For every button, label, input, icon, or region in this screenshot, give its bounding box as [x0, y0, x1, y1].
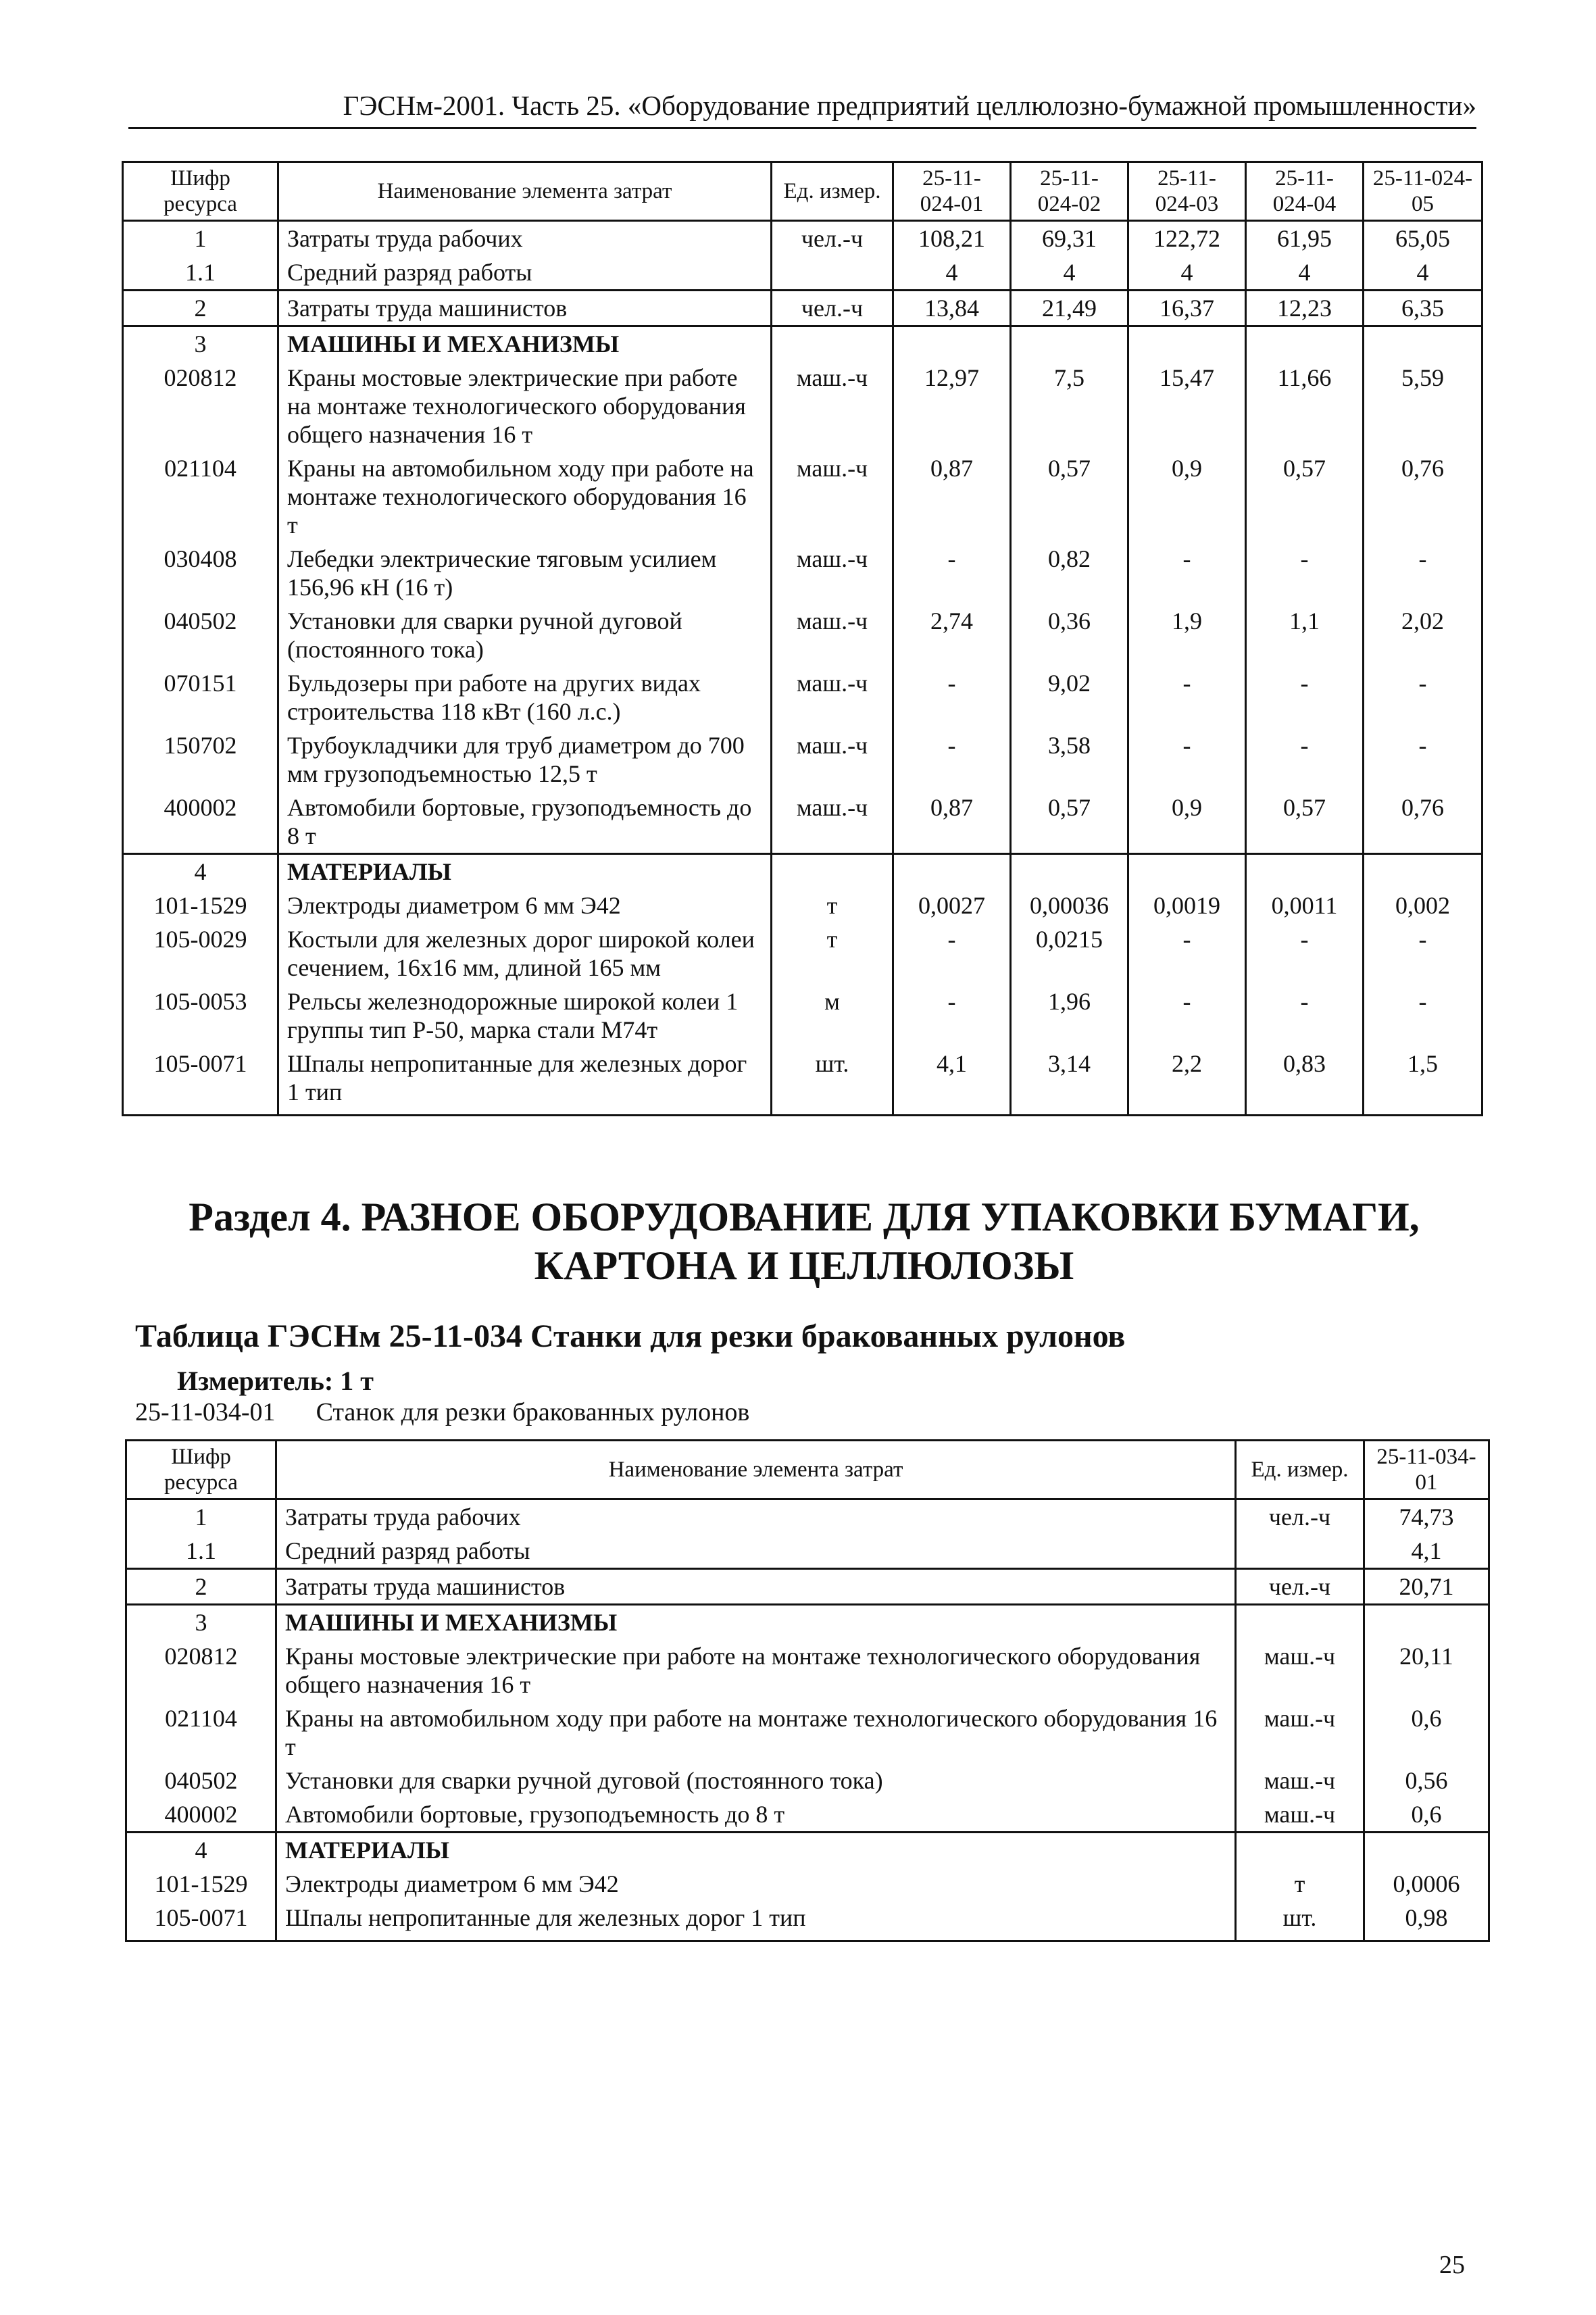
row-value: 61,95: [1246, 221, 1364, 256]
row-code: 021104: [126, 1701, 276, 1764]
row-value: -: [1128, 542, 1246, 604]
row-value: 0,0006: [1364, 1867, 1489, 1901]
row-name: Лебедки электрические тяговым усилием 156,96 кН (16 т): [278, 542, 772, 604]
page-number: 25: [1439, 2251, 1465, 2279]
row-code: 1.1: [126, 1534, 276, 1569]
row-value: -: [1128, 728, 1246, 791]
section-title: Раздел 4. РАЗНОЕ ОБОРУДОВАНИЕ ДЛЯ УПАКОВКИ БУМАГИ, КАРТОНА И ЦЕЛЛЮЛОЗЫ: [189, 1195, 1420, 1288]
row-value: 21,49: [1011, 291, 1128, 326]
row-value: 2,74: [893, 604, 1011, 666]
row-name: Автомобили бортовые, грузоподъемность до 8 т: [276, 1797, 1236, 1833]
table-row: [126, 1605, 1489, 1640]
header-col: 25-11-024-05: [1364, 162, 1482, 221]
row-value: 4,1: [893, 1047, 1011, 1116]
header-code: Шифр ресурса: [123, 162, 278, 221]
table-row: [123, 922, 1482, 985]
row-name: МАШИНЫ И МЕХАНИЗМЫ: [278, 326, 772, 362]
row-value: -: [1128, 666, 1246, 728]
row-unit: чел.-ч: [772, 291, 893, 326]
row-code: 2: [123, 291, 278, 326]
row-value: -: [893, 922, 1011, 985]
table-row: [123, 985, 1482, 1047]
row-name: Электроды диаметром 6 мм Э42: [278, 889, 772, 922]
table-row: [123, 604, 1482, 666]
row-value: 74,73: [1364, 1499, 1489, 1535]
table-row: [126, 1499, 1489, 1535]
row-unit: чел.-ч: [1236, 1569, 1364, 1605]
row-unit: т: [772, 889, 893, 922]
table-row: [123, 255, 1482, 291]
row-value: [1364, 326, 1482, 362]
row-value: -: [1246, 666, 1364, 728]
row-code: 020812: [123, 361, 278, 451]
row-value: 0,00036: [1011, 889, 1128, 922]
row-value: 0,0215: [1011, 922, 1128, 985]
row-unit: маш.-ч: [1236, 1797, 1364, 1833]
row-unit: шт.: [1236, 1901, 1364, 1941]
row-value: 9,02: [1011, 666, 1128, 728]
row-name: Затраты труда рабочих: [278, 221, 772, 256]
table-row: [126, 1901, 1489, 1941]
row-name: Средний разряд работы: [278, 255, 772, 291]
row-code: 3: [123, 326, 278, 362]
row-name: Шпалы непропитанные для железных дорог 1 тип: [276, 1901, 1236, 1941]
row-value: -: [1364, 728, 1482, 791]
row-value: 4,1: [1364, 1534, 1489, 1569]
row-value: [1364, 1833, 1489, 1868]
row-code: 3: [126, 1605, 276, 1640]
header-unit: Ед. измер.: [772, 162, 893, 221]
table-row: [123, 361, 1482, 451]
row-name: Краны мостовые электрические при работе на монтаже технологического оборудования общего назначения 16 т: [276, 1639, 1236, 1701]
row-value: 4: [1128, 255, 1246, 291]
row-unit: шт.: [772, 1047, 893, 1116]
row-value: 1,9: [1128, 604, 1246, 666]
row-name: МАШИНЫ И МЕХАНИЗМЫ: [276, 1605, 1236, 1640]
row-value: 0,76: [1364, 451, 1482, 542]
row-unit: маш.-ч: [772, 361, 893, 451]
row-value: [1246, 326, 1364, 362]
row-value: [1011, 326, 1128, 362]
table-row: [126, 1833, 1489, 1868]
row-code: 2: [126, 1569, 276, 1605]
row-value: 0,76: [1364, 791, 1482, 854]
row-value: 0,6: [1364, 1797, 1489, 1833]
row-value: [893, 326, 1011, 362]
row-value: [1364, 1605, 1489, 1640]
row-value: 0,83: [1246, 1047, 1364, 1116]
row-value: 0,98: [1364, 1901, 1489, 1941]
row-value: -: [1128, 922, 1246, 985]
table-row: [123, 889, 1482, 922]
row-value: 0,57: [1011, 791, 1128, 854]
row-value: -: [1246, 922, 1364, 985]
row-code: 400002: [126, 1797, 276, 1833]
row-name: Установки для сварки ручной дуговой (постоянного тока): [276, 1764, 1236, 1797]
table-row: [126, 1867, 1489, 1901]
table-row: [123, 1047, 1482, 1116]
row-value: 4: [1011, 255, 1128, 291]
row-value: 0,0027: [893, 889, 1011, 922]
header-col: 25-11-034-01: [1364, 1441, 1489, 1499]
row-code: 101-1529: [126, 1867, 276, 1901]
row-unit: м: [772, 985, 893, 1047]
table-row: [123, 542, 1482, 604]
row-code: 101-1529: [123, 889, 278, 922]
row-code: 021104: [123, 451, 278, 542]
row-unit: маш.-ч: [1236, 1701, 1364, 1764]
row-value: -: [1246, 542, 1364, 604]
row-value: 0,6: [1364, 1701, 1489, 1764]
subitem-line: [135, 1397, 749, 1427]
row-name: Затраты труда машинистов: [276, 1569, 1236, 1605]
table-row: [126, 1797, 1489, 1833]
header-code: Шифр ресурса: [126, 1441, 276, 1499]
row-value: [1364, 854, 1482, 889]
row-code: 4: [123, 854, 278, 889]
row-name: Краны на автомобильном ходу при работе на монтаже технологического оборудования 16 т: [278, 451, 772, 542]
row-value: 1,5: [1364, 1047, 1482, 1116]
row-value: 1,1: [1246, 604, 1364, 666]
row-value: -: [1364, 542, 1482, 604]
row-unit: чел.-ч: [1236, 1499, 1364, 1535]
row-value: -: [1246, 728, 1364, 791]
row-value: 1,96: [1011, 985, 1128, 1047]
row-code: 070151: [123, 666, 278, 728]
row-name: Шпалы непропитанные для железных дорог 1 тип: [278, 1047, 772, 1116]
row-unit: чел.-ч: [772, 221, 893, 256]
subitem-name: Станок для резки бракованных рулонов: [316, 1398, 750, 1426]
table-row: [123, 854, 1482, 889]
row-value: -: [1364, 985, 1482, 1047]
row-name: МАТЕРИАЛЫ: [278, 854, 772, 889]
row-unit: маш.-ч: [1236, 1764, 1364, 1797]
row-value: -: [1364, 922, 1482, 985]
row-code: 105-0053: [123, 985, 278, 1047]
row-code: 400002: [123, 791, 278, 854]
table-row: [126, 1569, 1489, 1605]
row-name: Затраты труда рабочих: [276, 1499, 1236, 1535]
row-code: 4: [126, 1833, 276, 1868]
row-value: 13,84: [893, 291, 1011, 326]
table-row: [126, 1639, 1489, 1701]
row-name: Костыли для железных дорог широкой колеи сечением, 16x16 мм, длиной 165 мм: [278, 922, 772, 985]
row-value: 3,14: [1011, 1047, 1128, 1116]
row-unit: т: [772, 922, 893, 985]
row-code: 030408: [123, 542, 278, 604]
table-title: Таблица ГЭСНм 25-11-034 Станки для резки бракованных рулонов: [135, 1318, 1126, 1354]
row-value: 4: [1364, 255, 1482, 291]
row-value: 12,97: [893, 361, 1011, 451]
row-code: 105-0071: [126, 1901, 276, 1941]
row-name: МАТЕРИАЛЫ: [276, 1833, 1236, 1868]
row-name: Трубоукладчики для труб диаметром до 700 мм грузоподъемностью 12,5 т: [278, 728, 772, 791]
row-value: 0,57: [1011, 451, 1128, 542]
row-unit: маш.-ч: [772, 666, 893, 728]
row-value: 0,002: [1364, 889, 1482, 922]
row-name: Автомобили бортовые, грузоподъемность до 8 т: [278, 791, 772, 854]
row-value: 5,59: [1364, 361, 1482, 451]
resource-table-25-11-034: [125, 1439, 1490, 1942]
table-row: [123, 728, 1482, 791]
table-row: [123, 791, 1482, 854]
row-unit: маш.-ч: [772, 791, 893, 854]
row-value: -: [893, 728, 1011, 791]
row-unit: [772, 255, 893, 291]
row-code: 040502: [126, 1764, 276, 1797]
table-row: [126, 1534, 1489, 1569]
row-value: 20,71: [1364, 1569, 1489, 1605]
row-code: 105-0071: [123, 1047, 278, 1116]
table-row: [123, 291, 1482, 326]
row-name: Краны мостовые электрические при работе на монтаже технологического оборудования общего назначения 16 т: [278, 361, 772, 451]
row-unit: маш.-ч: [772, 542, 893, 604]
row-code: 020812: [126, 1639, 276, 1701]
row-unit: маш.-ч: [1236, 1639, 1364, 1701]
row-unit: [1236, 1605, 1364, 1640]
row-value: -: [893, 666, 1011, 728]
row-value: 4: [893, 255, 1011, 291]
row-value: 20,11: [1364, 1639, 1489, 1701]
row-value: 7,5: [1011, 361, 1128, 451]
row-value: -: [893, 985, 1011, 1047]
row-value: 0,0019: [1128, 889, 1246, 922]
row-value: [893, 854, 1011, 889]
row-value: [1128, 854, 1246, 889]
row-value: 0,36: [1011, 604, 1128, 666]
row-value: 0,57: [1246, 791, 1364, 854]
row-value: 12,23: [1246, 291, 1364, 326]
row-name: Бульдозеры при работе на других видах строительства 118 кВт (160 л.с.): [278, 666, 772, 728]
row-value: -: [1246, 985, 1364, 1047]
row-value: 108,21: [893, 221, 1011, 256]
header-name: Наименование элемента затрат: [278, 162, 772, 221]
row-value: 2,2: [1128, 1047, 1246, 1116]
row-code: 150702: [123, 728, 278, 791]
row-value: 0,87: [893, 451, 1011, 542]
row-name: Краны на автомобильном ходу при работе на монтаже технологического оборудования 16 т: [276, 1701, 1236, 1764]
row-unit: маш.-ч: [772, 728, 893, 791]
row-value: 15,47: [1128, 361, 1246, 451]
row-value: 122,72: [1128, 221, 1246, 256]
row-name: Средний разряд работы: [276, 1534, 1236, 1569]
row-code: 105-0029: [123, 922, 278, 985]
table-header-row: [126, 1441, 1489, 1499]
row-value: 2,02: [1364, 604, 1482, 666]
row-value: 69,31: [1011, 221, 1128, 256]
row-unit: маш.-ч: [772, 451, 893, 542]
table-row: [123, 451, 1482, 542]
row-unit: [772, 326, 893, 362]
row-unit: т: [1236, 1867, 1364, 1901]
row-value: 0,87: [893, 791, 1011, 854]
table-header-row: [123, 162, 1482, 221]
measure-unit: Измеритель: 1 т: [177, 1366, 374, 1396]
row-value: 11,66: [1246, 361, 1364, 451]
table-row: [123, 221, 1482, 256]
row-value: [1246, 854, 1364, 889]
row-unit: маш.-ч: [772, 604, 893, 666]
row-name: Установки для сварки ручной дуговой (постоянного тока): [278, 604, 772, 666]
row-value: -: [893, 542, 1011, 604]
row-value: 4: [1246, 255, 1364, 291]
row-value: 0,9: [1128, 451, 1246, 542]
row-value: 0,82: [1011, 542, 1128, 604]
row-value: 3,58: [1011, 728, 1128, 791]
row-value: 0,57: [1246, 451, 1364, 542]
header-col: 25-11-024-03: [1128, 162, 1246, 221]
row-value: [1128, 326, 1246, 362]
row-value: 0,9: [1128, 791, 1246, 854]
row-value: -: [1128, 985, 1246, 1047]
running-header: ГЭСНм-2001. Часть 25. «Оборудование предприятий целлюлозно-бумажной промышленности»: [128, 89, 1476, 129]
row-value: 6,35: [1364, 291, 1482, 326]
row-name: Рельсы железнодорожные широкой колеи 1 группы тип Р-50, марка стали М74т: [278, 985, 772, 1047]
row-code: 1.1: [123, 255, 278, 291]
header-col: 25-11-024-01: [893, 162, 1011, 221]
resource-table-25-11-024: [122, 161, 1483, 1116]
header-name: Наименование элемента затрат: [276, 1441, 1236, 1499]
table-row: [126, 1764, 1489, 1797]
table-row: [123, 666, 1482, 728]
row-unit: [1236, 1833, 1364, 1868]
row-value: 65,05: [1364, 221, 1482, 256]
table-row: [126, 1701, 1489, 1764]
row-value: 16,37: [1128, 291, 1246, 326]
row-value: 0,0011: [1246, 889, 1364, 922]
header-col: 25-11-024-04: [1246, 162, 1364, 221]
header-col: 25-11-024-02: [1011, 162, 1128, 221]
row-unit: [1236, 1534, 1364, 1569]
subitem-code: 25-11-034-01: [135, 1398, 276, 1426]
row-name: Затраты труда машинистов: [278, 291, 772, 326]
row-name: Электроды диаметром 6 мм Э42: [276, 1867, 1236, 1901]
row-code: 1: [123, 221, 278, 256]
header-unit: Ед. измер.: [1236, 1441, 1364, 1499]
row-value: -: [1364, 666, 1482, 728]
table-row: [123, 326, 1482, 362]
row-code: 1: [126, 1499, 276, 1535]
row-code: 040502: [123, 604, 278, 666]
row-value: [1011, 854, 1128, 889]
row-unit: [772, 854, 893, 889]
row-value: 0,56: [1364, 1764, 1489, 1797]
